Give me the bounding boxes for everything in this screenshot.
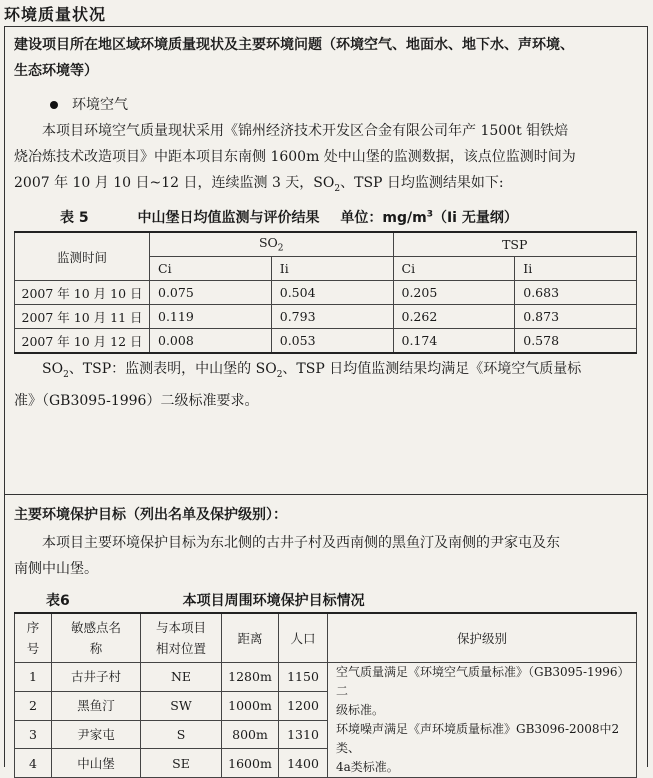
table-row — [15, 329, 637, 354]
bullet-label: 环境空气 — [72, 97, 128, 113]
cell: 0.008 — [150, 329, 272, 354]
header-position: 与本项目 相对位置 — [141, 613, 222, 663]
section1-paragraph — [14, 118, 644, 202]
cell: 3 — [15, 720, 52, 749]
table6-label: 表6 — [46, 593, 70, 609]
header-level: 保护级别 — [328, 613, 637, 663]
section2-paragraph — [14, 530, 644, 582]
header-so2: $SO_2$ — [150, 232, 394, 257]
sub-ii: Ii — [271, 257, 393, 281]
cell: 黑鱼汀 — [52, 691, 141, 720]
para-line: 烧冶炼技术改造项目》中距本项目东南侧 1600m 处中山堡的监测数据，该点位监测时间为 — [14, 149, 576, 165]
cell: NE — [141, 663, 222, 692]
cell: 1200 — [279, 691, 328, 720]
table-row — [15, 305, 637, 329]
cell: 2 — [15, 691, 52, 720]
cell: 尹家屯 — [52, 720, 141, 749]
section1-heading — [14, 32, 644, 84]
table-header-row — [15, 232, 637, 257]
cell-date: 2007 年 10 月 11 日 — [15, 305, 150, 329]
section1-heading-line1: 建设项目所在地区域环境质量现状及主要环境问题（环境空气、地面水、地下水、声环境、 — [14, 37, 574, 53]
table5-unit: 单位：$mg/m^3(Ii$ 无量纲） — [340, 209, 518, 226]
cell: 0.262 — [393, 305, 515, 329]
cell: 中山堡 — [52, 749, 141, 778]
cell-date: 2007 年 10 月 12 日 — [15, 329, 150, 354]
cell-date: 2007 年 10 月 10 日 — [15, 281, 150, 305]
sub-ii: Ii — [515, 257, 637, 281]
table6-caption — [46, 590, 365, 610]
cell: 0.205 — [393, 281, 515, 305]
section2-heading: 主要环境保护目标（列出名单及保护级别）： — [14, 507, 287, 523]
header-time: 监测时间 — [15, 232, 150, 281]
cell: 4 — [15, 749, 52, 778]
table5 — [14, 231, 637, 354]
cell: 1 — [15, 663, 52, 692]
table6 — [14, 612, 637, 778]
cell: SW — [141, 691, 222, 720]
cell: 1000m — [222, 691, 279, 720]
cell: 0.075 — [150, 281, 272, 305]
cell: 0.504 — [271, 281, 393, 305]
protection-level-cell: 空气质量满足《环境空气质量标准》（GB3095-1996）二 级标准。 环境噪声满足《声环境质量标准》GB3096-2008中2类、 4a类标准。 — [328, 663, 637, 778]
sub-ci: Ci — [150, 257, 272, 281]
page-title: 环境质量状况 — [4, 5, 107, 24]
table-header-row — [15, 613, 637, 663]
cell: 1280m — [222, 663, 279, 692]
cell: 0.683 — [515, 281, 637, 305]
para-line: 本项目环境空气质量现状采用《锦州经济技术开发区合金有限公司年产 1500t 钼铁焙 — [42, 123, 569, 139]
cell: 1310 — [279, 720, 328, 749]
bullet-dot-icon — [50, 101, 58, 109]
para-line: 本项目主要环境保护目标为东北侧的古井子村及西南侧的黑鱼汀及南侧的尹家屯及东 — [42, 535, 560, 551]
cell: 1400 — [279, 749, 328, 778]
header-no: 序 号 — [15, 613, 52, 663]
sub-ci: Ci — [393, 257, 515, 281]
para-line: 准》（GB3095-1996）二级标准要求。 — [14, 392, 259, 409]
cell: 0.793 — [271, 305, 393, 329]
table5-title: 中山堡日均值监测与评价结果 — [137, 210, 320, 226]
cell: 古井子村 — [52, 663, 141, 692]
cell: 800m — [222, 720, 279, 749]
conclusion-paragraph — [14, 356, 644, 414]
header-population: 人口 — [279, 613, 328, 663]
cell: 1600m — [222, 749, 279, 778]
cell: 0.873 — [515, 305, 637, 329]
table-row — [15, 663, 637, 692]
header-name: 敏感点名 称 — [52, 613, 141, 663]
cell: S — [141, 720, 222, 749]
table5-caption — [60, 207, 518, 227]
cell: 1150 — [279, 663, 328, 692]
table5-label: 表 5 — [60, 210, 89, 226]
cell: 0.119 — [150, 305, 272, 329]
header-tsp: TSP — [393, 232, 637, 257]
section-divider — [4, 494, 648, 495]
cell: 0.578 — [515, 329, 637, 354]
table-row — [15, 281, 637, 305]
para-line: 2007 年 10 月 10 日~12 日，连续监测 3 天，$SO_2$、TSP 日均监测结果如下: — [14, 175, 504, 194]
para-line: 南侧中山堡。 — [14, 561, 98, 577]
section1-heading-line2: 生态环境等） — [14, 63, 98, 79]
cell: 0.174 — [393, 329, 515, 354]
header-distance: 距离 — [222, 613, 279, 663]
cell: SE — [141, 749, 222, 778]
table6-title: 本项目周围环境保护目标情况 — [182, 593, 365, 609]
para-line: $SO_2$、TSP：监测表明，中山堡的 $SO_2$、TSP 日均值监测结果均满足《环境空气质量标 — [42, 361, 582, 380]
cell: 0.053 — [271, 329, 393, 354]
bullet-item — [50, 92, 128, 118]
